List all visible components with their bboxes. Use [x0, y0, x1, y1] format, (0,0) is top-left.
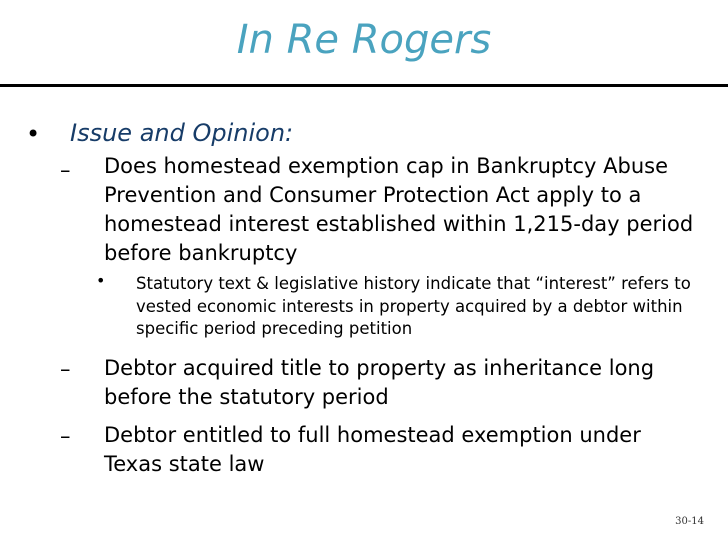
- point2-text: Debtor acquired title to property as inheritance long before the statutory period: [104, 356, 655, 409]
- page-number: 30-14: [675, 516, 704, 527]
- point1-text: Does homestead exemption cap in Bankruptcy Abuse Prevention and Consumer Protection Act apply to a homestead interest established within 1,215-day period before bankruptcy: [104, 154, 694, 265]
- point1-sub-text: Statutory text & legislative history indicate that “interest” refers to vested economic interests in property acquired by a debtor within specific period preceding petition: [136, 274, 691, 338]
- point1-sub-bullet-icon: •: [96, 271, 106, 290]
- slide-title: In Re Rogers: [236, 17, 492, 63]
- point3-dash-icon: –: [60, 424, 71, 448]
- title-divider: [0, 84, 728, 87]
- heading-bullet-icon: •: [26, 120, 41, 148]
- point1-dash-icon: –: [60, 158, 71, 182]
- point3-text: Debtor entitled to full homestead exemption under Texas state law: [104, 423, 641, 476]
- point2-dash-icon: –: [60, 357, 71, 381]
- section-heading: Issue and Opinion:: [70, 119, 294, 147]
